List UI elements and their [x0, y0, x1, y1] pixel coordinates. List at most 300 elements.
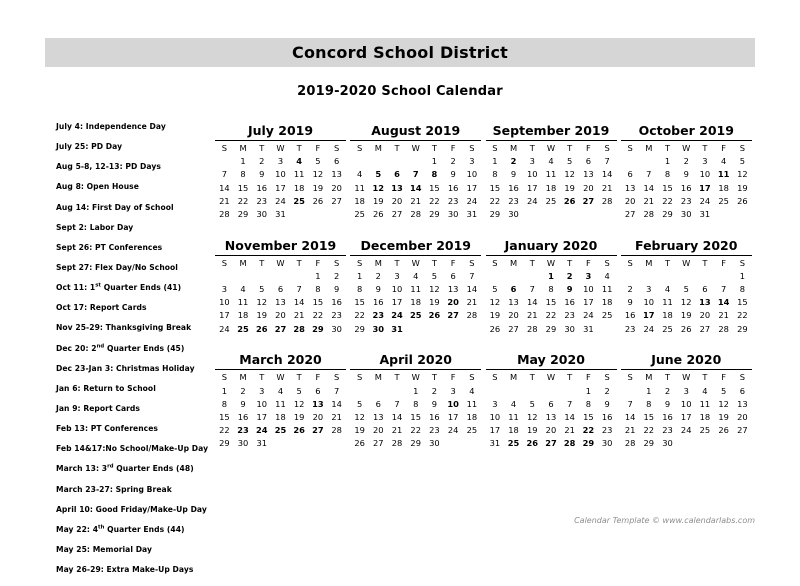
event-item: May 25: Memorial Day [56, 544, 152, 554]
day-cell: 20 [699, 310, 711, 321]
day-cell: 6 [315, 385, 321, 396]
day-cell: 27 [699, 323, 711, 334]
day-cell: 3 [683, 385, 689, 396]
weekday-header-cell: T [702, 143, 708, 154]
event-item: July 4: Independence Day [56, 122, 166, 131]
day-cell: 21 [331, 411, 342, 422]
weekday-header-cell: S [739, 257, 745, 268]
day-cell: 11 [410, 284, 421, 295]
empty-day-cell [462, 322, 481, 335]
day-cell: 11 [662, 297, 673, 308]
event-text-post: Quarter Ends (44) [104, 524, 185, 534]
day-cell: 24 [391, 310, 403, 321]
month-table [486, 255, 617, 336]
weekday-header-row [486, 255, 617, 269]
month-table [350, 255, 481, 336]
month-table [215, 369, 346, 450]
day-cell: 7 [720, 284, 727, 295]
day-cell: 16 [601, 411, 613, 422]
day-cell: 13 [737, 398, 748, 409]
month-table [486, 140, 617, 221]
day-cell: 30 [662, 438, 673, 449]
weekday-header-cell: M [239, 143, 247, 154]
day-cell: 7 [604, 156, 610, 167]
day-cell: 27 [391, 209, 403, 220]
weekday-header-row [215, 255, 346, 269]
month-block [486, 238, 617, 336]
event-item: July 25: PD Day [56, 142, 123, 152]
day-cell: 30 [564, 323, 575, 334]
day-cell: 19 [526, 425, 538, 436]
empty-day-cell [621, 155, 640, 168]
day-cell: 6 [739, 385, 745, 396]
day-cell: 30 [237, 438, 249, 449]
day-cell: 10 [699, 169, 711, 180]
empty-day-cell [560, 384, 579, 397]
day-cell: 30 [331, 323, 342, 334]
day-cell: 17 [583, 297, 594, 308]
event-item [56, 465, 215, 473]
day-cell: 6 [585, 156, 591, 167]
day-cell: 23 [662, 425, 673, 436]
day-cell: 15 [662, 182, 673, 193]
day-cell: 7 [333, 385, 340, 396]
weekday-header-cell: W [276, 257, 285, 268]
day-cell: 31 [256, 438, 268, 449]
ordinal-suffix: th [98, 524, 105, 531]
day-cell: 6 [510, 284, 517, 295]
day-cell: 9 [450, 169, 456, 180]
day-cell: 28 [563, 438, 576, 449]
day-cell: 9 [240, 398, 246, 409]
day-cell: 26 [718, 425, 729, 436]
weekday-header-cell: T [529, 143, 535, 154]
day-cell: 14 [526, 297, 538, 308]
week-row [215, 207, 346, 220]
day-cell: 30 [429, 438, 440, 449]
day-cell: 10 [680, 398, 692, 409]
day-cell: 27 [624, 209, 636, 220]
weekday-header-cell: T [431, 143, 437, 154]
week-row [621, 168, 752, 181]
day-cell: 15 [219, 411, 230, 422]
day-cell: 5 [720, 385, 727, 396]
week-row [215, 424, 346, 437]
month-title: November 2019 [224, 237, 337, 253]
weekday-header-cell: T [664, 143, 671, 154]
day-cell: 22 [237, 195, 249, 206]
day-cell: 16 [429, 411, 440, 422]
day-cell: 29 [429, 209, 440, 220]
day-cell: 30 [601, 438, 613, 449]
weekday-header-cell: S [492, 143, 498, 154]
day-cell: 15 [410, 411, 421, 422]
day-cell: 2 [627, 284, 633, 295]
day-cell: 13 [508, 297, 519, 308]
day-cell: 27 [274, 323, 287, 334]
day-cell: 20 [545, 425, 557, 436]
day-cell: 8 [240, 169, 246, 180]
month-table [621, 369, 752, 450]
day-cell: 5 [739, 156, 745, 167]
day-cell: 24 [699, 195, 711, 206]
template-credit: Calendar Template © www.calendarlabs.com [574, 516, 755, 525]
day-cell: 27 [582, 195, 595, 206]
day-cell: 9 [683, 169, 689, 180]
day-cell: 20 [275, 310, 286, 321]
week-row [486, 309, 617, 322]
weekday-header-cell: F [721, 257, 726, 268]
event-text-pre: March 13: 3 [56, 464, 108, 474]
day-cell: 24 [526, 195, 538, 206]
day-cell: 23 [624, 323, 636, 334]
week-row [215, 181, 346, 194]
weekday-header-cell: T [664, 257, 671, 268]
day-cell: 10 [219, 297, 230, 308]
day-cell: 8 [492, 169, 498, 180]
day-cell: 14 [331, 398, 342, 409]
empty-day-cell [523, 384, 542, 397]
day-cell: 25 [409, 310, 422, 321]
day-cell: 22 [582, 425, 595, 436]
empty-day-cell [406, 322, 425, 335]
day-cell: 28 [466, 310, 478, 321]
weekday-header-row [486, 141, 617, 155]
event-item: Aug 8: Open House [56, 182, 139, 192]
day-cell: 26 [737, 195, 748, 206]
month-title: April 2020 [379, 352, 452, 368]
event-item: Oct 17: Report Cards [56, 303, 147, 313]
weekday-header-cell: S [221, 257, 227, 268]
day-cell: 29 [582, 438, 595, 449]
weekday-header-cell: F [450, 143, 456, 154]
month-block [621, 238, 752, 336]
day-cell: 19 [429, 297, 440, 308]
week-row [486, 437, 617, 450]
day-cell: 14 [601, 169, 613, 180]
week-row [350, 296, 481, 309]
day-cell: 28 [643, 209, 655, 220]
day-cell: 21 [643, 195, 655, 206]
empty-day-cell [388, 155, 407, 168]
day-cell: 30 [256, 209, 268, 220]
empty-day-cell [234, 269, 253, 282]
day-cell: 28 [526, 323, 538, 334]
day-cell: 26 [563, 195, 576, 206]
day-cell: 8 [315, 284, 321, 295]
empty-day-cell [523, 207, 542, 220]
day-cell: 21 [526, 310, 538, 321]
day-cell: 26 [526, 438, 539, 449]
day-cell: 19 [718, 411, 729, 422]
empty-day-cell [290, 207, 309, 220]
day-cell: 3 [492, 398, 498, 409]
months-grid [215, 123, 800, 450]
day-cell: 10 [466, 169, 478, 180]
day-cell: 22 [737, 310, 748, 321]
weekday-header-row [621, 255, 752, 269]
day-cell: 16 [508, 182, 519, 193]
day-cell: 26 [428, 310, 441, 321]
day-cell: 15 [545, 297, 557, 308]
day-cell: 28 [293, 323, 305, 334]
day-cell: 5 [567, 156, 573, 167]
day-cell: 8 [431, 169, 438, 180]
day-cell: 18 [662, 310, 673, 321]
week-row [621, 309, 752, 322]
weekday-header-cell: M [374, 257, 382, 268]
day-cell: 29 [219, 438, 230, 449]
week-row [621, 437, 752, 450]
day-cell: 31 [583, 323, 594, 334]
month-table [486, 369, 617, 450]
day-cell: 22 [410, 425, 421, 436]
day-cell: 5 [529, 398, 535, 409]
empty-day-cell [696, 437, 715, 450]
day-cell: 11 [545, 169, 557, 180]
day-cell: 21 [391, 425, 403, 436]
event-text-pre: Dec 20: 2 [56, 343, 97, 353]
empty-day-cell [733, 437, 752, 450]
day-cell: 20 [447, 297, 459, 308]
day-cell: 15 [429, 182, 440, 193]
weekday-header-cell: W [276, 143, 285, 154]
day-cell: 19 [293, 411, 305, 422]
day-cell: 11 [508, 411, 519, 422]
event-item: Feb 13: PT Conferences [56, 424, 158, 434]
day-cell: 27 [508, 323, 519, 334]
day-cell: 18 [718, 182, 729, 193]
empty-day-cell [677, 437, 696, 450]
weekday-header-cell: M [239, 257, 247, 268]
weekday-header-cell: S [739, 372, 745, 383]
empty-day-cell [504, 384, 523, 397]
week-row [486, 194, 617, 207]
weekday-header-cell: W [276, 372, 285, 383]
day-cell: 31 [275, 209, 286, 220]
day-cell: 6 [277, 284, 284, 295]
month-block [215, 238, 346, 336]
day-cell: 10 [643, 297, 655, 308]
day-cell: 7 [412, 169, 419, 180]
day-cell: 31 [466, 209, 478, 220]
day-cell: 9 [604, 398, 610, 409]
day-cell: 3 [585, 270, 592, 281]
day-cell: 29 [489, 209, 501, 220]
weekday-header-cell: M [509, 257, 518, 268]
day-cell: 7 [221, 169, 227, 180]
weekday-header-row [350, 141, 481, 155]
day-cell: 22 [354, 310, 365, 321]
month-block [621, 123, 752, 221]
weekday-header-cell: F [585, 257, 591, 268]
weekday-header-cell: F [585, 143, 591, 154]
week-row [486, 384, 617, 397]
day-cell: 3 [221, 284, 227, 295]
day-cell: 2 [333, 270, 340, 281]
day-cell: 20 [508, 310, 519, 321]
day-cell: 26 [680, 323, 692, 334]
empty-day-cell [733, 207, 752, 220]
day-cell: 29 [545, 323, 557, 334]
day-cell: 7 [567, 398, 573, 409]
day-cell: 19 [312, 182, 324, 193]
day-cell: 28 [410, 209, 421, 220]
day-cell: 27 [737, 425, 748, 436]
day-cell: 22 [662, 195, 673, 206]
day-cell: 10 [583, 284, 594, 295]
month-title: August 2019 [371, 123, 461, 138]
day-cell: 23 [508, 195, 519, 206]
week-row [486, 168, 617, 181]
day-cell: 19 [489, 310, 501, 321]
weekday-header-row [486, 370, 617, 384]
empty-day-cell [621, 269, 640, 282]
week-row [621, 322, 752, 335]
day-cell: 11 [601, 284, 613, 295]
day-cell: 25 [718, 195, 729, 206]
empty-day-cell [523, 269, 542, 282]
day-cell: 6 [375, 398, 381, 409]
weekday-header-row [621, 141, 752, 155]
day-cell: 14 [409, 182, 422, 193]
day-cell: 17 [447, 411, 459, 422]
empty-day-cell [350, 155, 369, 168]
weekday-header-cell: W [411, 257, 420, 268]
weekday-header-cell: T [296, 143, 302, 154]
empty-day-cell [598, 207, 617, 220]
day-cell: 13 [391, 182, 403, 193]
day-cell: 20 [737, 411, 748, 422]
day-cell: 12 [293, 398, 305, 409]
day-cell: 25 [274, 425, 287, 436]
week-row [215, 322, 346, 335]
day-cell: 9 [375, 284, 381, 295]
weekday-header-cell: T [259, 143, 265, 154]
empty-day-cell [621, 384, 640, 397]
day-cell: 4 [413, 270, 419, 281]
day-cell: 27 [312, 425, 324, 436]
day-cell: 3 [702, 156, 708, 167]
day-cell: 12 [372, 182, 385, 193]
weekday-header-cell: W [546, 257, 556, 268]
weekday-header-row [215, 370, 346, 384]
event-item: Feb 14&17:No School/Make-Up Day [56, 444, 209, 454]
day-cell: 23 [601, 425, 613, 436]
month-table [621, 140, 752, 221]
day-cell: 14 [624, 411, 636, 422]
empty-day-cell [542, 207, 561, 220]
day-cell: 27 [447, 310, 459, 321]
empty-day-cell [309, 207, 328, 220]
day-cell: 4 [469, 385, 475, 396]
ordinal-suffix: nd [96, 343, 105, 350]
empty-day-cell [271, 269, 290, 282]
day-cell: 17 [256, 411, 268, 422]
day-cell: 21 [410, 195, 421, 206]
weekday-header-cell: T [259, 257, 265, 268]
day-cell: 2 [259, 156, 265, 167]
day-cell: 18 [601, 297, 613, 308]
day-cell: 2 [510, 156, 517, 167]
week-row [486, 269, 617, 282]
month-block [215, 123, 346, 221]
week-row [215, 410, 346, 423]
day-cell: 29 [237, 209, 249, 220]
event-item: Jan 6: Return to School [56, 383, 156, 393]
day-cell: 13 [331, 169, 342, 180]
day-cell: 15 [489, 182, 501, 193]
weekday-header-cell: W [682, 257, 691, 268]
event-text-post: Quarter Ends (48) [113, 464, 194, 474]
month-table [350, 369, 481, 450]
day-cell: 25 [545, 195, 557, 206]
day-cell: 4 [240, 284, 246, 295]
empty-day-cell [658, 269, 677, 282]
day-cell: 8 [664, 169, 671, 180]
week-row [621, 397, 752, 410]
empty-day-cell [369, 384, 388, 397]
day-cell: 21 [564, 425, 575, 436]
day-cell: 5 [375, 169, 382, 180]
day-cell: 3 [529, 156, 535, 167]
week-row [621, 283, 752, 296]
weekday-header-cell: W [546, 143, 556, 154]
day-cell: 1 [492, 156, 498, 167]
weekday-header-row [215, 141, 346, 155]
event-item: Dec 23-Jan 3: Christmas Holiday [56, 363, 195, 373]
day-cell: 8 [221, 398, 227, 409]
week-row [621, 410, 752, 423]
week-row [486, 410, 617, 423]
empty-day-cell [290, 269, 309, 282]
day-cell: 23 [564, 310, 575, 321]
day-cell: 1 [739, 270, 745, 281]
weekday-header-cell: T [567, 143, 573, 154]
day-cell: 11 [275, 398, 286, 409]
day-cell: 9 [259, 169, 265, 180]
empty-day-cell [444, 437, 463, 450]
day-cell: 5 [431, 270, 438, 281]
week-row [215, 168, 346, 181]
day-cell: 18 [699, 411, 711, 422]
day-cell: 12 [564, 169, 575, 180]
day-cell: 23 [237, 425, 249, 436]
month-title: February 2020 [635, 237, 738, 253]
day-cell: 5 [259, 284, 265, 295]
day-cell: 17 [699, 182, 711, 193]
weekday-header-cell: T [394, 372, 400, 383]
day-cell: 4 [296, 156, 303, 167]
week-row [486, 207, 617, 220]
day-cell: 23 [256, 195, 268, 206]
day-cell: 9 [333, 284, 340, 295]
day-cell: 18 [410, 297, 421, 308]
day-cell: 5 [296, 385, 302, 396]
day-cell: 26 [373, 209, 384, 220]
calendar-subtitle: 2019-2020 School Calendar [297, 84, 503, 99]
day-cell: 7 [469, 270, 475, 281]
day-cell: 3 [646, 284, 652, 295]
day-cell: 14 [293, 297, 305, 308]
weekday-header-cell: F [450, 372, 456, 383]
day-cell: 29 [354, 323, 365, 334]
weekday-header-cell: S [469, 257, 475, 268]
day-cell: 20 [312, 411, 324, 422]
day-cell: 11 [354, 182, 365, 193]
day-cell: 26 [255, 323, 268, 334]
weekday-header-cell: S [492, 257, 498, 268]
